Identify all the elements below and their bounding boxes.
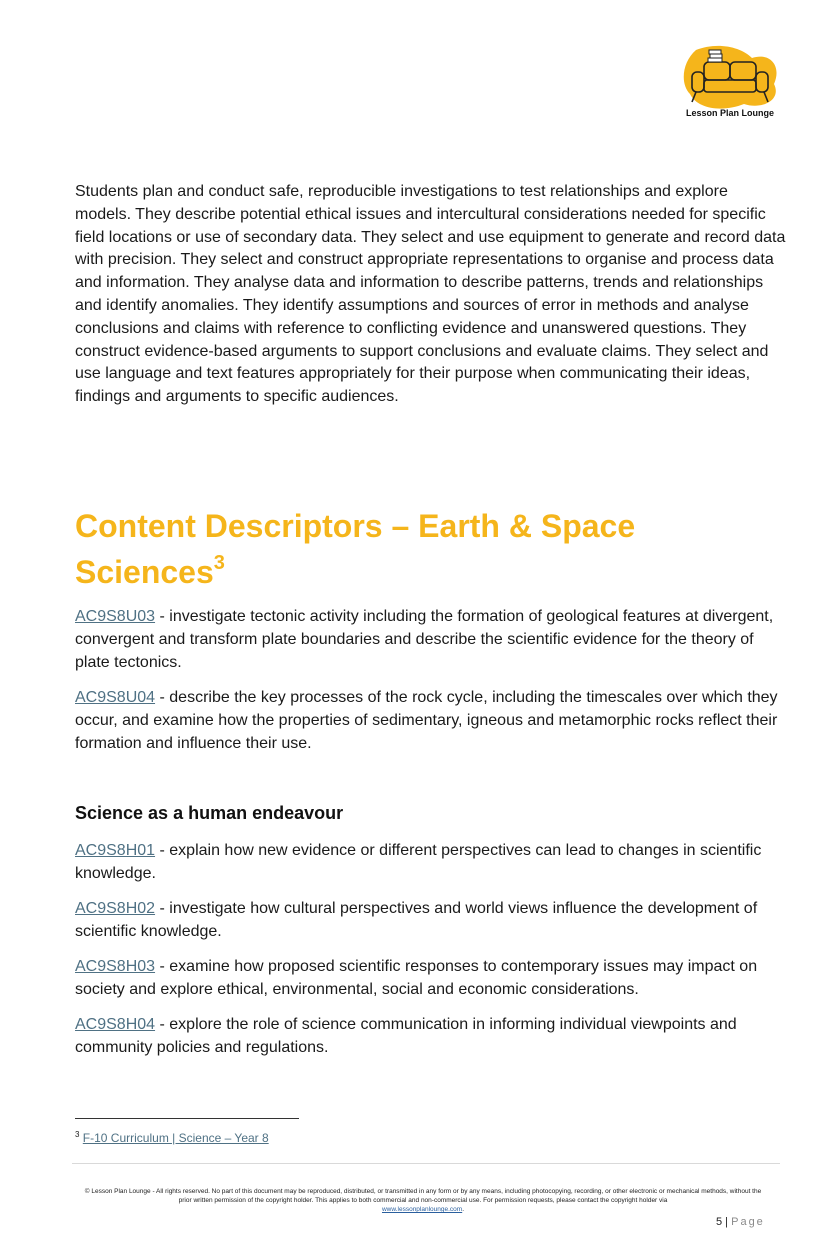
descriptor-code-link[interactable]: AC9S8H03 bbox=[75, 958, 156, 975]
page-number bbox=[716, 1216, 765, 1228]
descriptor-ac9s8h04 bbox=[75, 1014, 787, 1060]
descriptor-text: - explore the role of science communication in informing individual viewpoints and community policies and regulations. bbox=[75, 1016, 737, 1056]
descriptor-text: - examine how proposed scientific responses to contemporary issues may impact on society and explore ethical, environmental, social and economic considerations. bbox=[75, 958, 758, 998]
copyright-notice bbox=[78, 1187, 768, 1214]
descriptor-code-link[interactable]: AC9S8H02 bbox=[75, 900, 156, 917]
footnote-number: 3 bbox=[75, 1130, 80, 1139]
section-heading-text: Content Descriptors – Earth & Space Sciences bbox=[75, 508, 636, 590]
descriptor-ac9s8u04 bbox=[75, 687, 787, 755]
logo-text: Lesson Plan Lounge bbox=[685, 108, 774, 118]
descriptor-code-link[interactable]: AC9S8H04 bbox=[75, 1016, 156, 1033]
subsection-heading: Science as a human endeavour bbox=[75, 803, 344, 823]
section-heading bbox=[75, 503, 775, 595]
website-link[interactable]: www.lessonplanlounge.com bbox=[381, 1206, 463, 1213]
descriptor-text: - describe the key processes of the rock cycle, including the timescales over which they occur, and examine how the properties of sedimentary, igneous and metamorphic rocks reflect their formation and influence their use. bbox=[75, 689, 778, 752]
descriptor-code-link[interactable]: AC9S8U04 bbox=[75, 689, 156, 706]
page-separator: | bbox=[722, 1216, 732, 1228]
footnote-divider bbox=[75, 1118, 299, 1119]
descriptor-ac9s8h03 bbox=[75, 956, 787, 1002]
copyright-text: © Lesson Plan Lounge - All rights reserved. No part of this document may be reproduced, distributed, or transmitted in any form or by any means, including photocopying, recording, or other electronic or mechanical methods, without the prior written permission of the copyright holder. This applies to both commercial and non-commercial use. For permission requests, please contact the copyright holder via bbox=[84, 1188, 762, 1204]
descriptor-code-link[interactable]: AC9S8H01 bbox=[75, 842, 156, 859]
descriptor-text: - explain how new evidence or different perspectives can lead to changes in scientific knowledge. bbox=[75, 842, 762, 882]
footnote-reference[interactable]: 3 bbox=[213, 552, 225, 575]
descriptor-text: - investigate tectonic activity including the formation of geological features at divergent, convergent and transform plate boundaries and describe the scientific evidence for the theory of plate tectonics. bbox=[75, 608, 774, 671]
descriptor-ac9s8h01 bbox=[75, 840, 787, 886]
descriptor-ac9s8u03 bbox=[75, 606, 787, 674]
descriptor-text: - investigate how cultural perspectives and world views influence the development of scientific knowledge. bbox=[75, 900, 758, 940]
descriptor-code-link[interactable]: AC9S8U03 bbox=[75, 608, 156, 625]
footnote-link[interactable]: F-10 Curriculum | Science – Year 8 bbox=[82, 1131, 269, 1145]
page-label: Page bbox=[731, 1216, 765, 1228]
descriptor-ac9s8h02 bbox=[75, 898, 787, 944]
page-number-value: 5 bbox=[716, 1216, 723, 1228]
footer-divider bbox=[72, 1163, 780, 1164]
footnote bbox=[75, 1130, 269, 1145]
website-suffix: . bbox=[462, 1206, 465, 1213]
achievement-standard-paragraph: Students plan and conduct safe, reproducible investigations to test relationships and explore models. They describe potential ethical issues and intercultural considerations needed for specific field locations or use of secondary data. They select and use equipment to generate and record data with precision. They select and construct appropriate representations to organise and process data and information. They analyse data and information to describe patterns, trends and relationships and identify anomalies. They identify assumptions and sources of error in methods and analyse conclusions and claims with reference to conflicting evidence and unanswered questions. They construct evidence-based arguments to support conclusions and evaluate claims. They select and use language and text features appropriately for their purpose when communicating their ideas, findings and arguments to specific audiences. bbox=[75, 183, 786, 406]
